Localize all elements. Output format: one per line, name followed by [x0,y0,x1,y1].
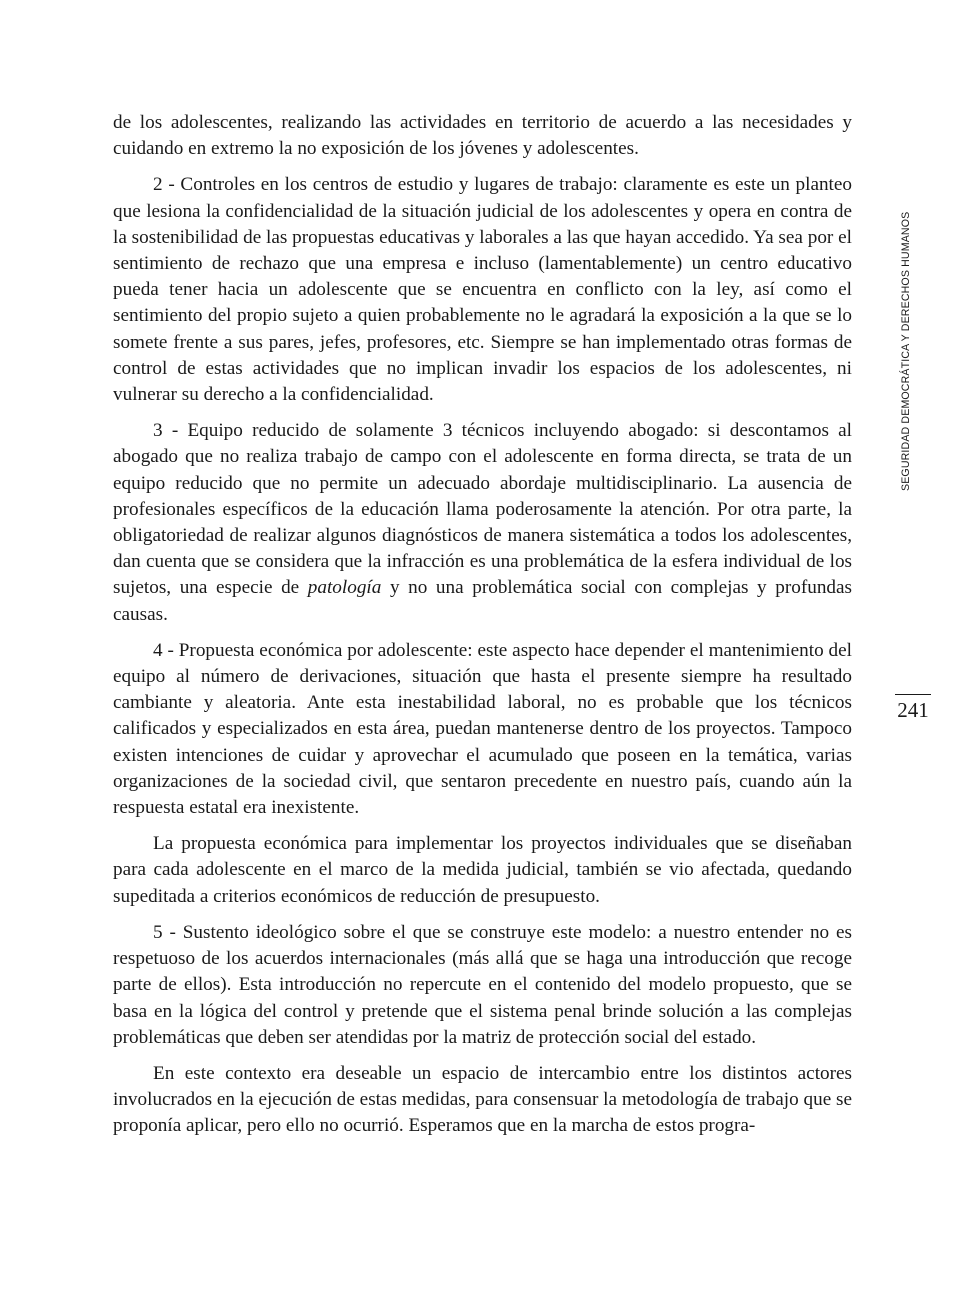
page-number-rule [895,694,931,695]
paragraph-item-3 [113,418,852,628]
paragraph-item-5: 5 - Sustento ideológico sobre el que se construye este modelo: a nuestro entender no es respetuoso de los acuerdos internacionales (más allá que se haga una introducción que recoge parte de ellos). Esta introducción no repercute en el contenido del modelo propuesto, que se basa en la lógica del control y pretende que el sistema penal brinde solución a las complejas problemáticas que deben ser atendidas por la matriz de protección social del estado. [113,921,852,1048]
paragraph-context: En este contexto era deseable un espacio de intercambio entre los distintos actores involucrados en la ejecución de estas medidas, para consensuar la metodología de trabajo que se proponía aplicar, pero ello no ocurrió. Esperamos que en la marcha de estos progra- [113,1062,852,1137]
paragraph-item-2: 2 - Controles en los centros de estudio y lugares de trabajo: claramente es este un planteo que lesiona la confidencialidad de la situación judicial de los adolescentes y opera en contra de la sostenibilidad de las propuestas educativas y laborales a las que hayan accedido. Ya sea por el sentimiento de rechazo que una empresa e incluso (lamentablemente) un centro educativo pueda tener hacia un adolescente que se encuentra en conflicto con la ley, así como el sentimiento del propio sujeto a quien probablemente no le agradará la exposición a la que se lo somete frente a sus pares, jefes, profesores, etc. Siempre se han implementado otras formas de control de estas actividades que no implican invadir los espacios de los adolescentes, ni vulnerar su derecho a la confidencialidad. [113,174,852,406]
body-text [113,110,852,1150]
paragraph-item-4: 4 - Propuesta económica por adolescente: este aspecto hace depender el mantenimiento del equipo al número de derivaciones, situación que hasta el presente siempre ha resultado cambiante y aleatoria. Ante esta inestabilidad laboral, no es probable que los técnicos calificados y especializados en esta área, puedan mantenerse dentro de los proyectos. Tampoco existen intenciones de cuidar y aprovechar el acumulado que poseen en la temática, varias organizaciones de la sociedad civil, que sentaron precedente en nuestro país, cuando aún la respuesta estatal era inexistente. [113,639,852,819]
running-header: SEGURIDAD DEMOCRÁTICA Y DERECHOS HUMANOS [900,211,912,491]
paragraph-item-3-italic: patología [307,577,382,599]
paragraph-item-3-text-b: y no una problemática social con complejas y profundas causas. [113,577,852,625]
paragraph-budget: La propuesta económica para implementar los proyectos individuales que se diseñaban para cada adolescente en el marco de la medida judicial, también se vio afectada, quedando supeditada a criterios económicos de reducción de presupuesto. [113,833,852,907]
paragraph-item-3-text-a: 3 - Equipo reducido de solamente 3 técnicos incluyendo abogado: si descontamos al abogado que no realiza trabajo de campo con el adolescente en forma directa, se trata de un equipo reducido que no permite un adecuado abordaje multidisciplinario. La ausencia de profesionales específicos de la educación llama poderosamente la atención. Por otra parte, la obligatoriedad de realizar algunos diagnósticos de manera sistemática a todos los adolescentes, dan cuenta que se considera que la infracción es una problemática de la esfera individual de los sujetos, una especie de [113,420,852,599]
page-number: 241 [897,698,929,722]
paragraph-continuation: de los adolescentes, realizando las actividades en territorio de acuerdo a las necesidades y cuidando en extremo la no exposición de los jóvenes y adolescentes. [113,112,852,160]
